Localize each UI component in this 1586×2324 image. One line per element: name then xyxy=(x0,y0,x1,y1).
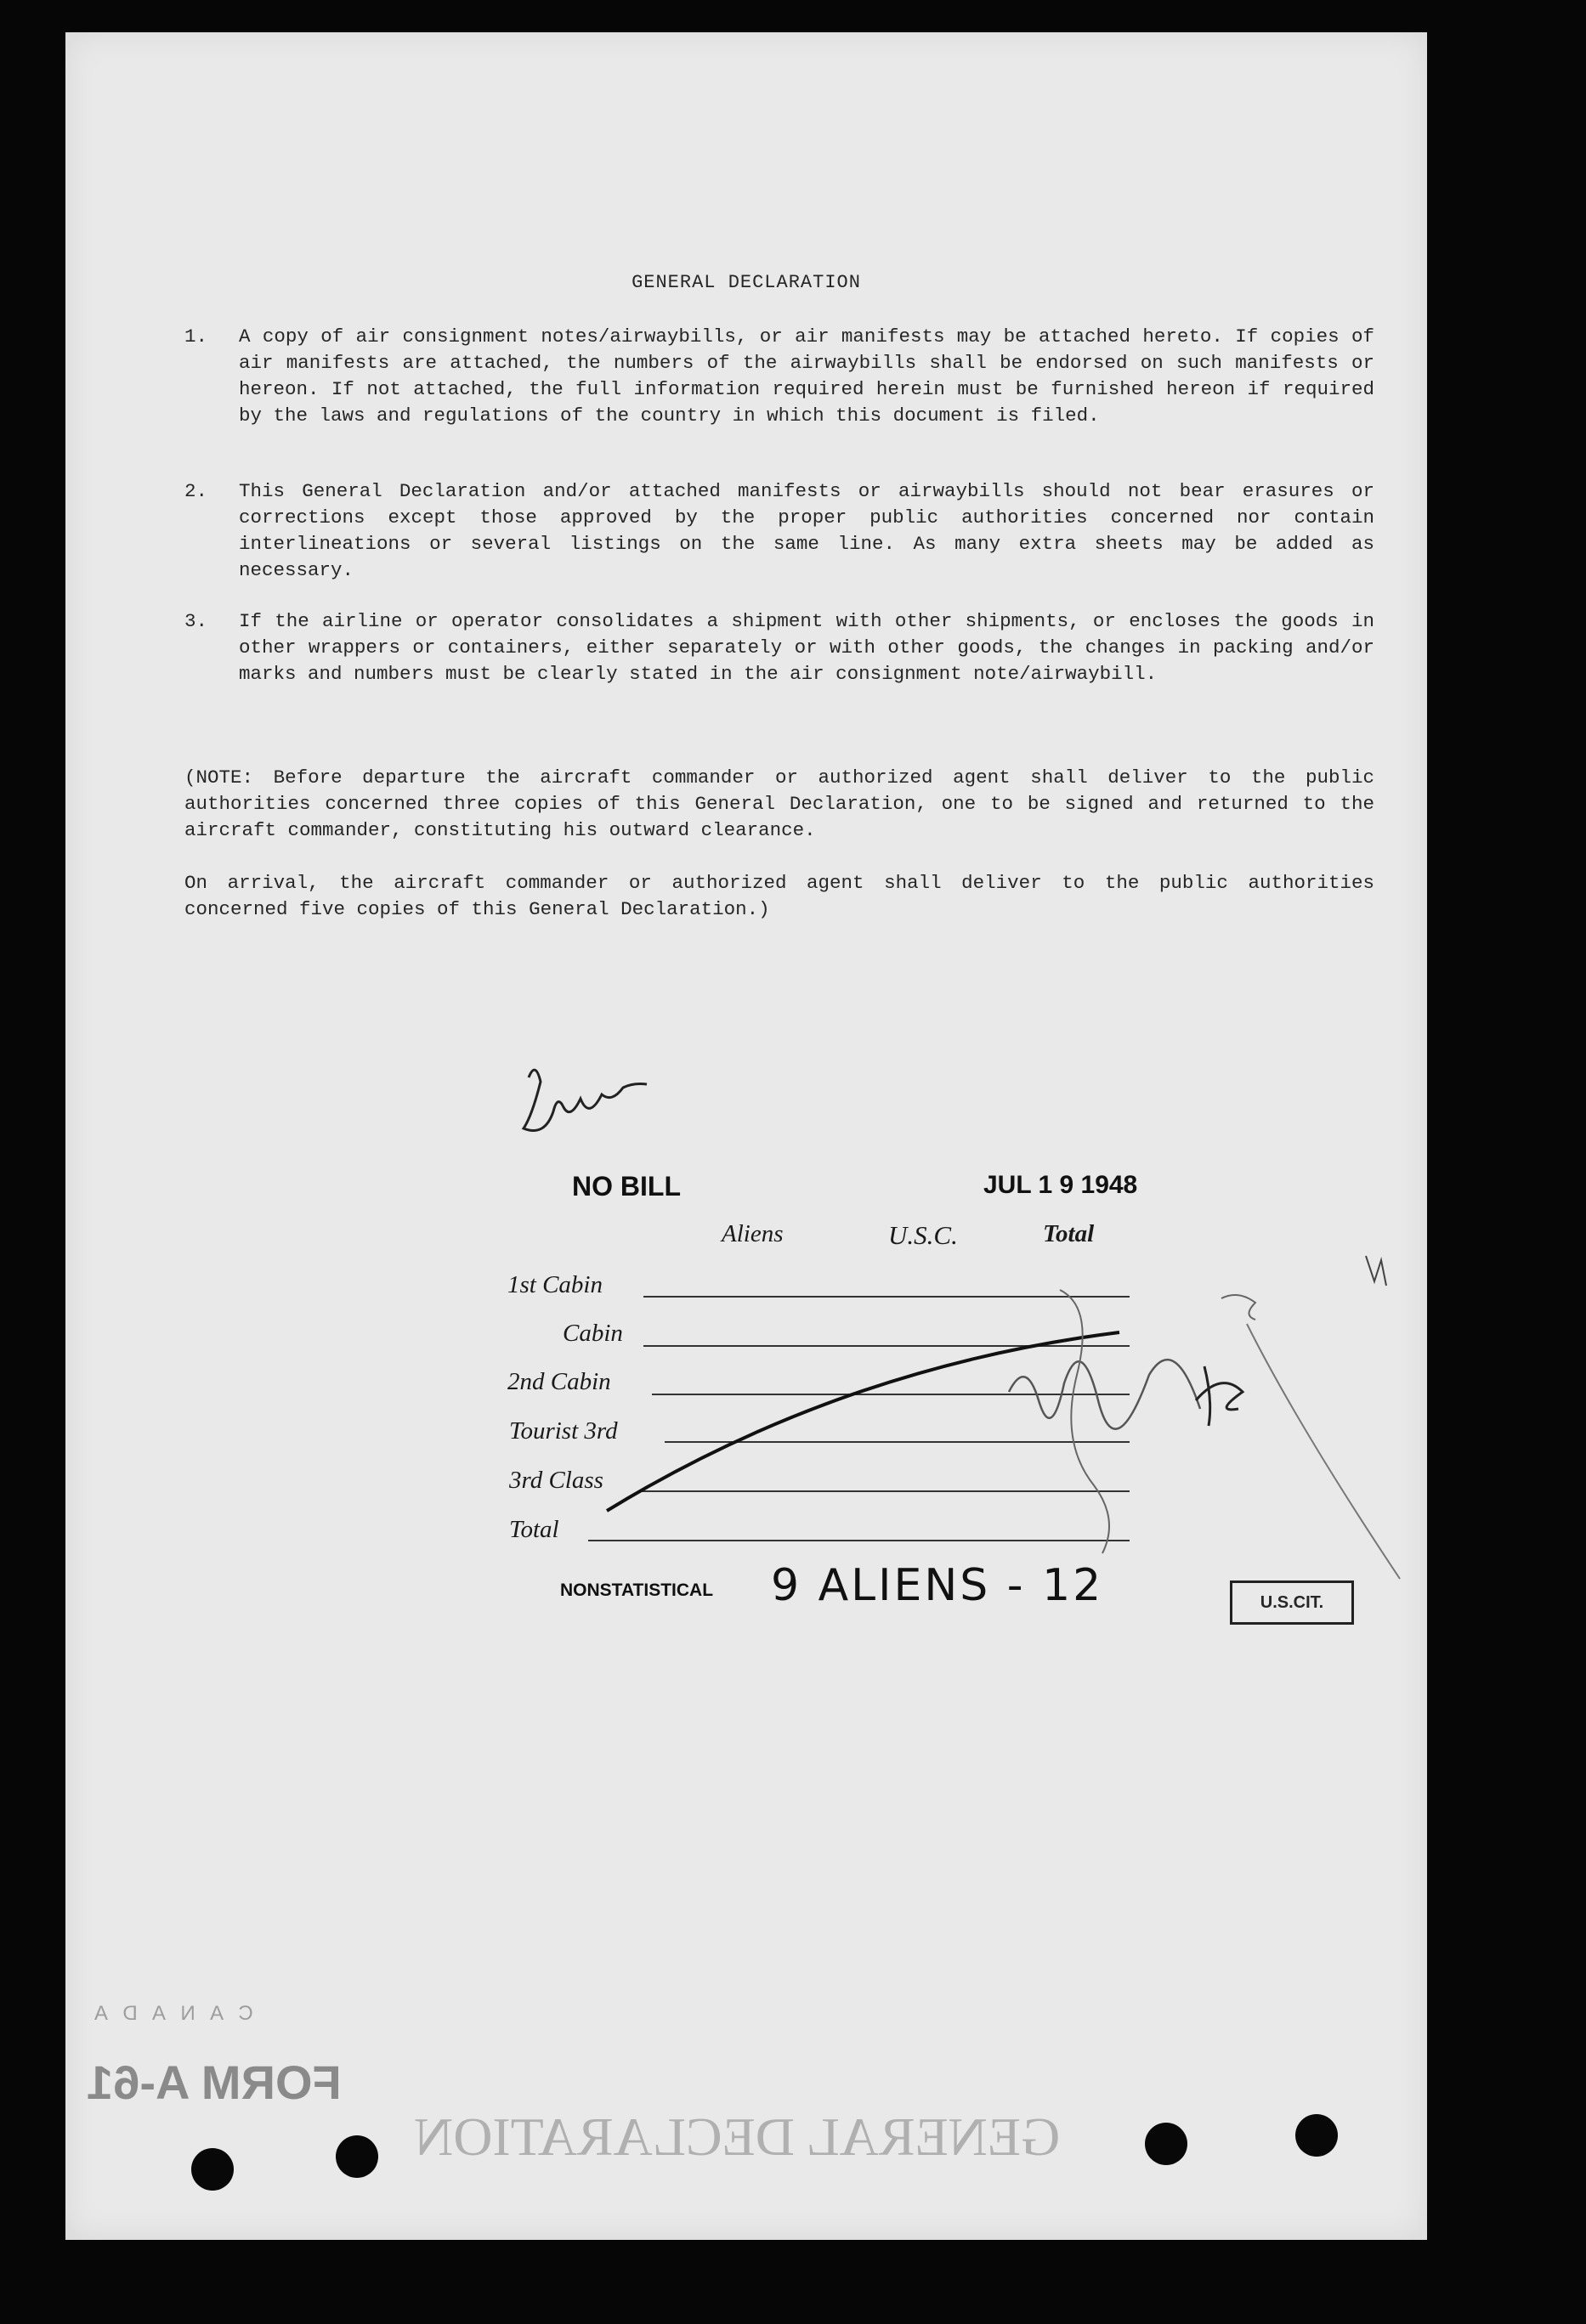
reverse-form-number: FORM A-61 xyxy=(87,2055,342,2109)
margin-scribble xyxy=(1009,1360,1200,1429)
column-usc: U.S.C. xyxy=(888,1220,958,1250)
punch-hole xyxy=(1295,2114,1338,2157)
column-aliens: Aliens xyxy=(722,1220,784,1247)
reverse-heading: GENERAL DECLARATION xyxy=(414,2106,1061,2167)
row-label-2nd-cabin: 2nd Cabin xyxy=(507,1368,611,1395)
cancel-stroke xyxy=(607,1332,1119,1511)
row-label-total: Total xyxy=(509,1516,559,1543)
item-number: 3. xyxy=(184,610,208,632)
item-text: This General Declaration and/or attached manifests or airwaybills should not bear erasures or corrections except those approved by the proper public authorities concerned nor contain interlineations or several listings on the same line. As many extra sheets may be added as necessary. xyxy=(239,480,1374,581)
initials-scribble xyxy=(524,1070,647,1130)
margin-scribble xyxy=(1060,1290,1109,1553)
item-text: A copy of air consignment notes/airwaybills, or air manifests may be attached hereto. If copies of air manifests are attached, the numbers of the airwaybills shall be endorsed on such manifests or hereon. If not attached, the full information required herein must be furnished hereon if required by the laws and regulations of the country in which this document is filed. xyxy=(239,325,1374,427)
row-label-3rd-class: 3rd Class xyxy=(509,1467,603,1494)
note-departure: (NOTE: Before departure the aircraft commander or authorized agent shall deliver to the public authorities concerned three copies of this General Declaration, one to be signed and returned to the aircraft commander, constituting his outward clearance. xyxy=(184,766,1374,841)
row-label-cabin: Cabin xyxy=(563,1320,623,1347)
margin-scribble xyxy=(1221,1295,1255,1320)
nonstatistical-stamp: NONSTATISTICAL xyxy=(560,1580,714,1600)
margin-scribble xyxy=(1366,1256,1386,1286)
handwritten-count: 9 ALIENS - 12 xyxy=(771,1560,1104,1611)
item-number: 2. xyxy=(184,480,208,502)
column-total: Total xyxy=(1043,1220,1095,1247)
row-label-tourist-3rd: Tourist 3rd xyxy=(509,1417,618,1445)
margin-scribble xyxy=(1196,1383,1243,1410)
us-cit-stamp: U.S.CIT. xyxy=(1230,1580,1354,1625)
no-bill-stamp: NO BILL xyxy=(572,1171,681,1202)
item-number: 1. xyxy=(184,325,208,348)
row-label-1st-cabin: 1st Cabin xyxy=(507,1271,603,1298)
punch-hole xyxy=(336,2135,378,2178)
margin-scribble xyxy=(1204,1366,1210,1426)
date-stamp: JUL 1 9 1948 xyxy=(983,1171,1138,1199)
page-title: GENERAL DECLARATION xyxy=(632,272,861,293)
margin-scribble xyxy=(1247,1324,1400,1579)
handwriting-marks xyxy=(65,32,1427,2240)
punch-hole xyxy=(191,2148,234,2191)
document-page xyxy=(65,32,1427,2240)
reverse-country: C A N A D A xyxy=(89,2002,253,2025)
punch-hole xyxy=(1145,2123,1187,2165)
note-arrival: On arrival, the aircraft commander or authorized agent shall deliver to the public authorities concerned five copies of this General Declaration.) xyxy=(184,872,1374,920)
item-text: If the airline or operator consolidates a shipment with other shipments, or encloses the goods in other wrappers or containers, either separately or with other goods, the changes in packing and/or marks and numbers must be clearly stated in the air consignment note/airwaybill. xyxy=(239,610,1374,685)
